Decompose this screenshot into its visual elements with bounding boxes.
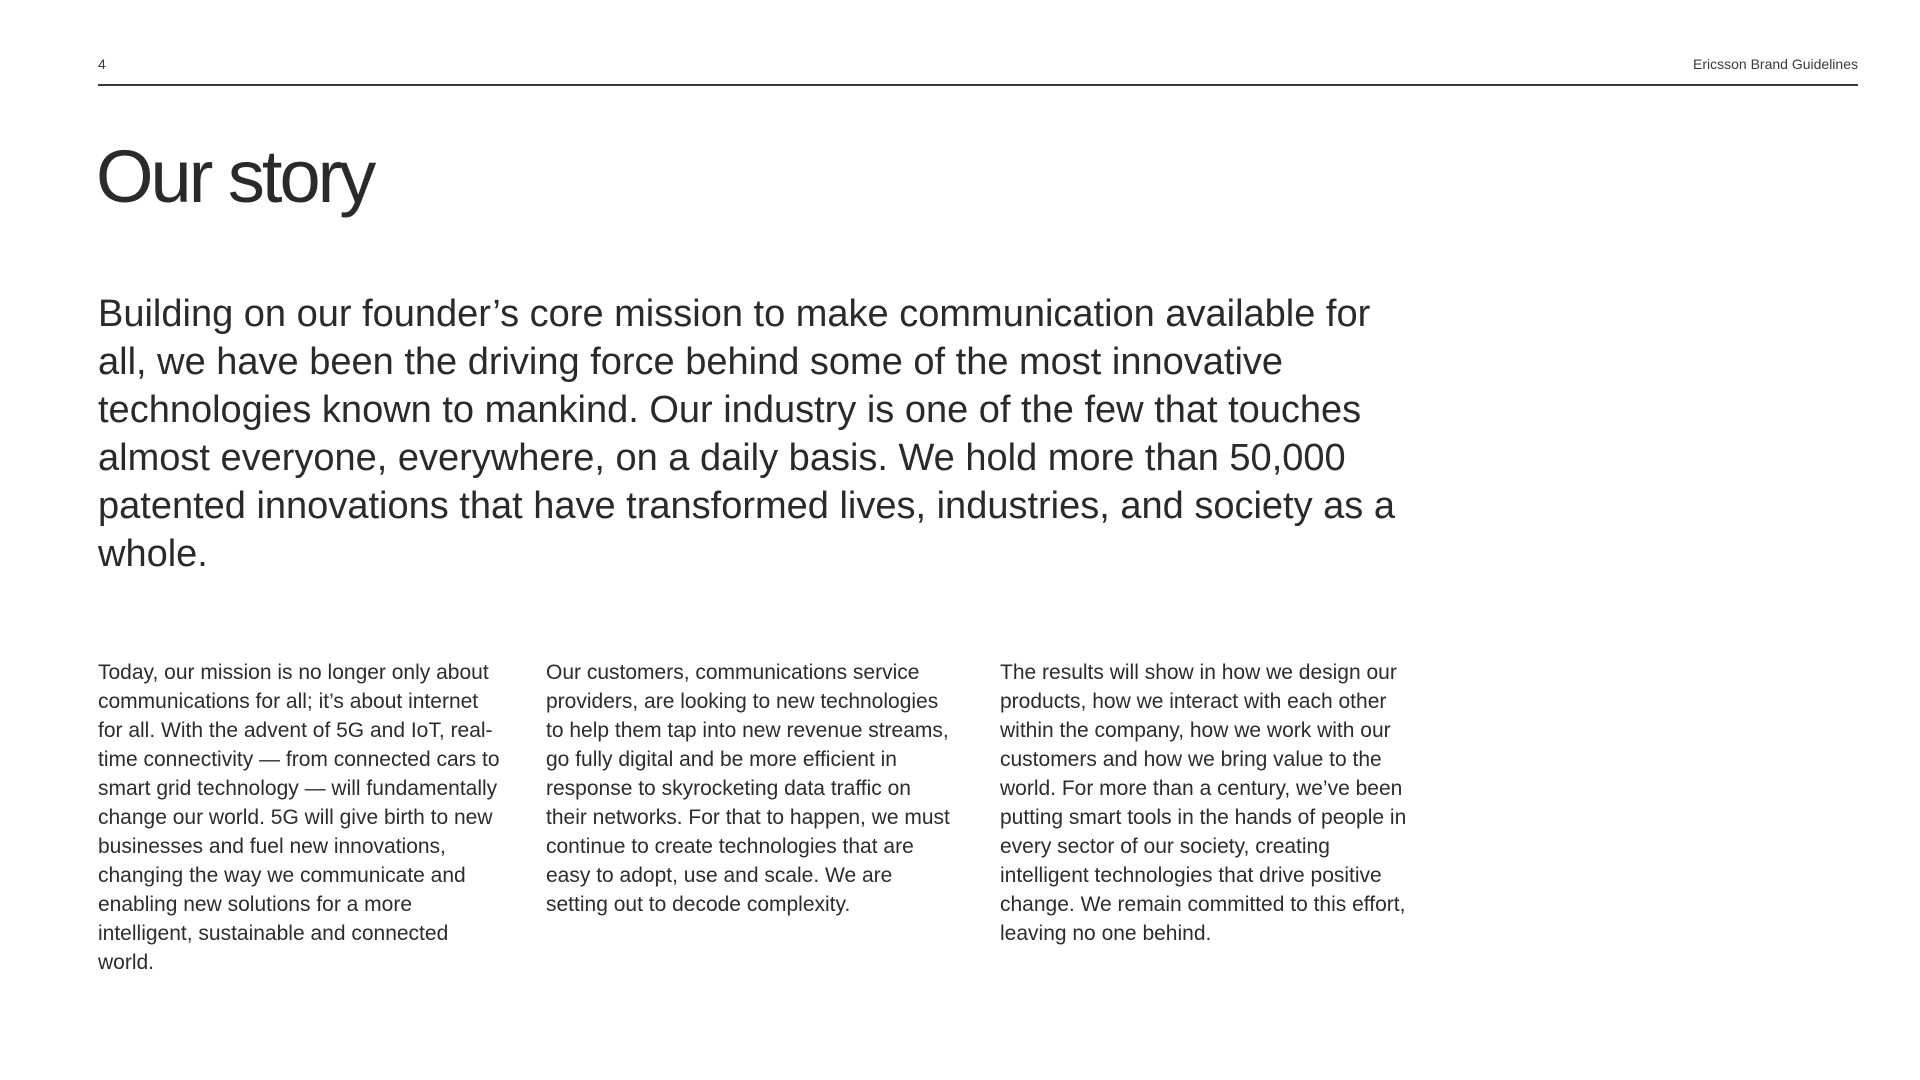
document-title: Ericsson Brand Guidelines — [1693, 56, 1858, 72]
body-column-2: Our customers, communications service providers, are looking to new technologies to help them tap into new revenue streams, go fully digital and be more efficient in response to skyrocketing data traffic on their networks. For that to happen, we must continue to create technologies that are easy to adopt, use and scale. We are setting out to decode complexity. — [546, 661, 950, 916]
intro-paragraph: Building on our founder’s core mission to make communication available for all, we have been the driving force behind some of the most innovative technologies known to mankind. Our industry is one of the few that touches almost everyone, everywhere, on a daily basis. We hold more than 50,000 patented innovations that have transformed lives, industries, and society as a whole. — [98, 293, 1395, 575]
page-number: 4 — [98, 56, 106, 72]
body-column-3: The results will show in how we design our products, how we interact with each other within the company, how we work with our customers and how we bring value to the world. For more than a century, we’ve been putting smart tools in the hands of people in every sector of our society, creating intelligent technologies that drive positive change. We remain committed to this effort, leaving no one behind. — [1000, 661, 1407, 945]
page-header — [98, 54, 1858, 86]
body-column-1: Today, our mission is no longer only about communications for all; it’s about internet for all. With the advent of 5G and IoT, real-time connectivity — from connected cars to smart grid technology — will fundamentally change our world. 5G will give birth to new businesses and fuel new innovations, changing the way we communicate and enabling new solutions for a more intelligent, sustainable and connected world. — [98, 661, 500, 974]
page-title: Our story — [96, 135, 374, 218]
